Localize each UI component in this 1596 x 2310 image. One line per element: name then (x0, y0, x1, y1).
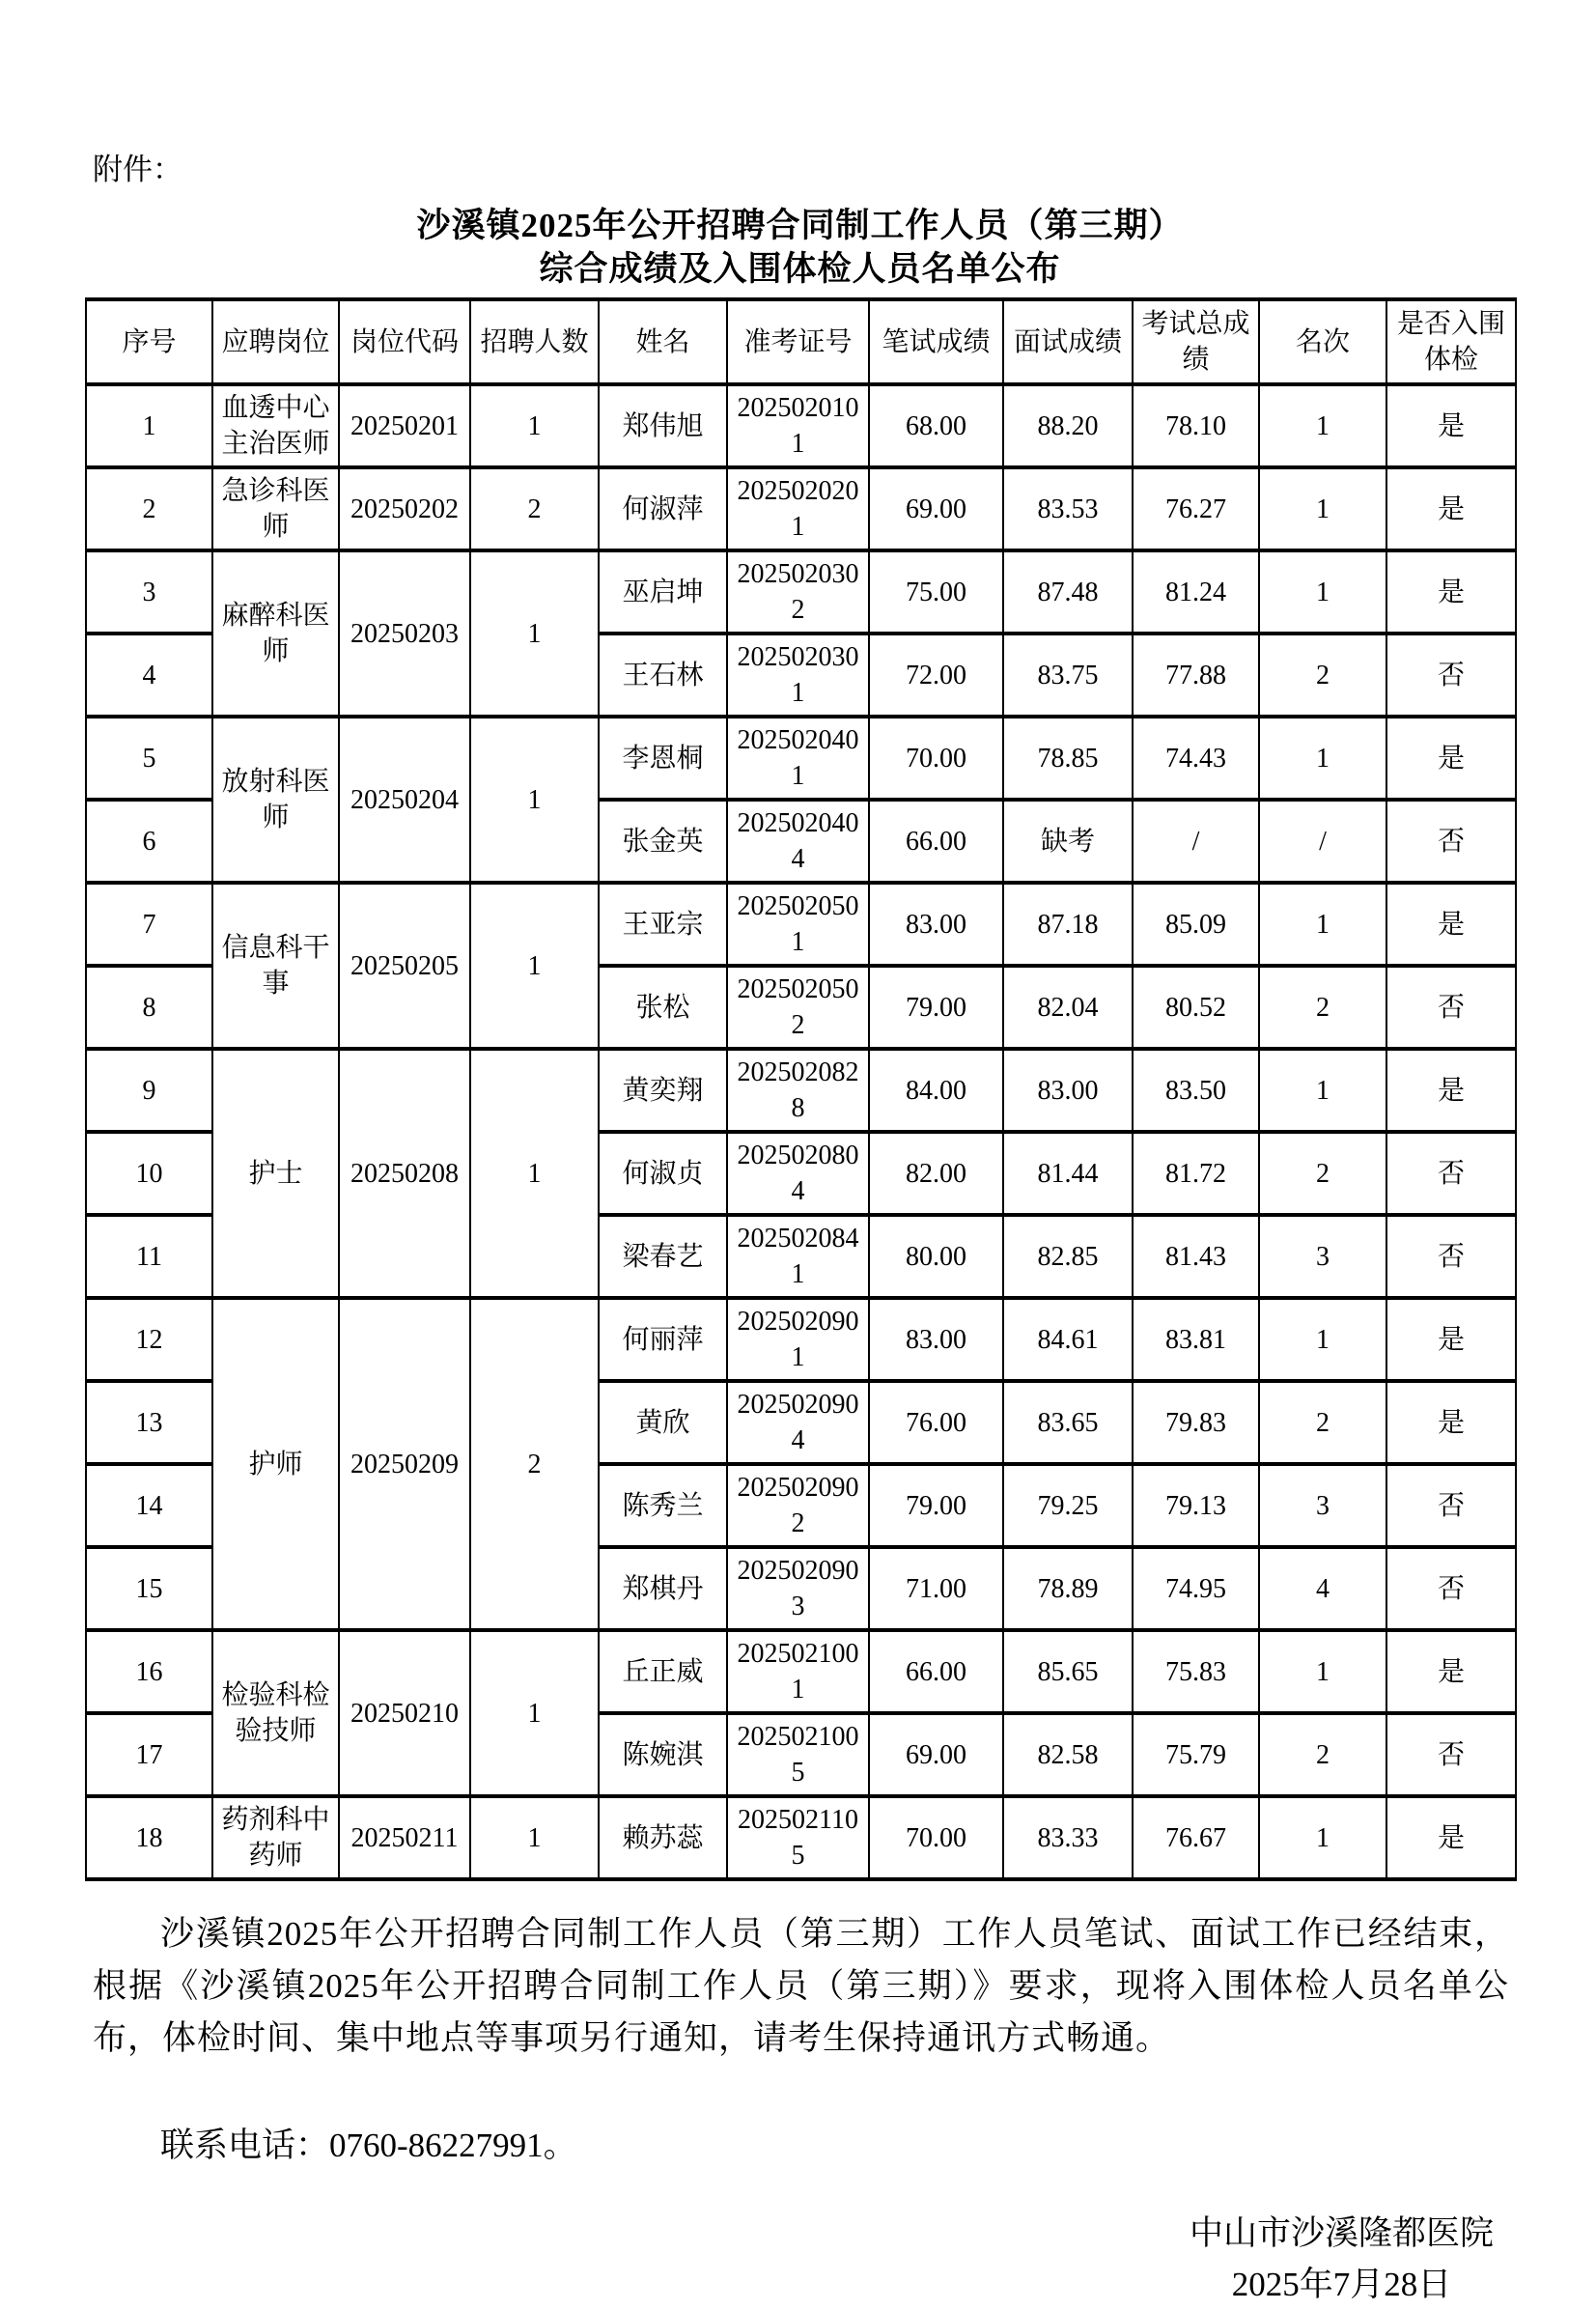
shortlisted-cell: 是 (1386, 384, 1516, 467)
total-score-cell: 83.81 (1133, 1298, 1259, 1381)
page-title (85, 204, 1515, 291)
rank-cell: 1 (1259, 1630, 1386, 1713)
interview-score-cell: 82.04 (1003, 966, 1133, 1049)
seq-cell: 14 (86, 1464, 212, 1547)
interview-score-cell: 88.20 (1003, 384, 1133, 467)
written-score-cell: 84.00 (869, 1049, 1003, 1132)
interview-score-cell: 83.53 (1003, 467, 1133, 550)
table-row (86, 1049, 1516, 1132)
total-score-cell: 75.83 (1133, 1630, 1259, 1713)
written-score-cell: 83.00 (869, 883, 1003, 966)
table-row (86, 717, 1516, 800)
name-cell: 赖苏蕊 (599, 1796, 727, 1879)
ticket-number-cell: 2025020841 (727, 1215, 869, 1298)
openings-cell: 1 (470, 717, 599, 883)
written-score-cell: 69.00 (869, 1713, 1003, 1796)
position-code-cell: 20250204 (339, 717, 470, 883)
written-score-cell: 66.00 (869, 1630, 1003, 1713)
written-score-cell: 75.00 (869, 550, 1003, 634)
ticket-number-cell: 2025020901 (727, 1298, 869, 1381)
position-cell: 信息科干事 (212, 883, 339, 1049)
seq-cell: 15 (86, 1547, 212, 1630)
shortlisted-cell: 否 (1386, 1215, 1516, 1298)
ticket-number-cell: 2025020404 (727, 800, 869, 883)
column-header: 名次 (1259, 299, 1386, 384)
name-cell: 张金英 (599, 800, 727, 883)
rank-cell: 2 (1259, 1381, 1386, 1464)
total-score-cell: 75.79 (1133, 1713, 1259, 1796)
seq-cell: 6 (86, 800, 212, 883)
page-title-line1: 沙溪镇2025年公开招聘合同制工作人员（第三期） (416, 207, 1184, 244)
openings-cell: 1 (470, 1049, 599, 1298)
name-cell: 陈秀兰 (599, 1464, 727, 1547)
ticket-number-cell: 2025021105 (727, 1796, 869, 1879)
written-score-cell: 70.00 (869, 717, 1003, 800)
table-row (86, 1796, 1516, 1879)
ticket-number-cell: 2025020302 (727, 550, 869, 634)
seq-cell: 5 (86, 717, 212, 800)
name-cell: 李恩桐 (599, 717, 727, 800)
column-header: 序号 (86, 299, 212, 384)
total-score-cell: 77.88 (1133, 634, 1259, 717)
table-header-row (86, 299, 1516, 384)
interview-score-cell: 79.25 (1003, 1464, 1133, 1547)
table-row (86, 550, 1516, 634)
table-row (86, 467, 1516, 550)
seq-cell: 9 (86, 1049, 212, 1132)
seq-cell: 18 (86, 1796, 212, 1879)
signature-org: 中山市沙溪隆都医院 (1189, 2214, 1494, 2252)
shortlisted-cell: 是 (1386, 1049, 1516, 1132)
position-code-cell: 20250210 (339, 1630, 470, 1796)
total-score-cell: 85.09 (1133, 883, 1259, 966)
openings-cell: 2 (470, 467, 599, 550)
shortlisted-cell: 是 (1386, 717, 1516, 800)
total-score-cell: 81.24 (1133, 550, 1259, 634)
total-score-cell: 79.13 (1133, 1464, 1259, 1547)
seq-cell: 13 (86, 1381, 212, 1464)
shortlisted-cell: 否 (1386, 1547, 1516, 1630)
name-cell: 郑伟旭 (599, 384, 727, 467)
ticket-number-cell: 2025020902 (727, 1464, 869, 1547)
position-cell: 急诊科医师 (212, 467, 339, 550)
shortlisted-cell: 否 (1386, 1713, 1516, 1796)
name-cell: 陈婉淇 (599, 1713, 727, 1796)
position-cell: 检验科检验技师 (212, 1630, 339, 1796)
shortlisted-cell: 是 (1386, 1298, 1516, 1381)
rank-cell: 1 (1259, 384, 1386, 467)
table-row (86, 1630, 1516, 1713)
notes-paragraph: 沙溪镇2025年公开招聘合同制工作人员（第三期）工作人员笔试、面试工作已经结束，根据《沙溪镇2025年公开招聘合同制工作人员（第三期）》要求，现将入围体检人员名单公布，体检时间、集中地点等事项另行通知，请考生保持通讯方式畅通。 (93, 1915, 1509, 2057)
written-score-cell: 69.00 (869, 467, 1003, 550)
rank-cell: 4 (1259, 1547, 1386, 1630)
written-score-cell: 80.00 (869, 1215, 1003, 1298)
total-score-cell: 78.10 (1133, 384, 1259, 467)
column-header: 考试总成绩 (1133, 299, 1259, 384)
rank-cell: 1 (1259, 1049, 1386, 1132)
ticket-number-cell: 2025020201 (727, 467, 869, 550)
rank-cell: 1 (1259, 467, 1386, 550)
name-cell: 何淑萍 (599, 467, 727, 550)
ticket-number-cell: 2025021001 (727, 1630, 869, 1713)
seq-cell: 2 (86, 467, 212, 550)
ticket-number-cell: 2025020903 (727, 1547, 869, 1630)
rank-cell: 2 (1259, 966, 1386, 1049)
seq-cell: 17 (86, 1713, 212, 1796)
shortlisted-cell: 否 (1386, 1132, 1516, 1215)
seq-cell: 8 (86, 966, 212, 1049)
written-score-cell: 79.00 (869, 966, 1003, 1049)
position-cell: 护士 (212, 1049, 339, 1298)
interview-score-cell: 83.75 (1003, 634, 1133, 717)
ticket-number-cell: 2025020501 (727, 883, 869, 966)
written-score-cell: 82.00 (869, 1132, 1003, 1215)
table-body (86, 384, 1516, 1879)
seq-cell: 4 (86, 634, 212, 717)
ticket-number-cell: 2025020502 (727, 966, 869, 1049)
column-header: 面试成绩 (1003, 299, 1133, 384)
position-cell: 血透中心主治医师 (212, 384, 339, 467)
ticket-number-cell: 2025021005 (727, 1713, 869, 1796)
position-code-cell: 20250205 (339, 883, 470, 1049)
rank-cell: 3 (1259, 1215, 1386, 1298)
shortlisted-cell: 否 (1386, 800, 1516, 883)
column-header: 姓名 (599, 299, 727, 384)
seq-cell: 7 (86, 883, 212, 966)
interview-score-cell: 84.61 (1003, 1298, 1133, 1381)
total-score-cell: 79.83 (1133, 1381, 1259, 1464)
openings-cell: 1 (470, 1796, 599, 1879)
shortlisted-cell: 否 (1386, 1464, 1516, 1547)
rank-cell: 1 (1259, 1298, 1386, 1381)
ticket-number-cell: 2025020401 (727, 717, 869, 800)
name-cell: 梁春艺 (599, 1215, 727, 1298)
rank-cell: 1 (1259, 1796, 1386, 1879)
written-score-cell: 83.00 (869, 1298, 1003, 1381)
shortlisted-cell: 是 (1386, 1630, 1516, 1713)
name-cell: 张松 (599, 966, 727, 1049)
interview-score-cell: 87.18 (1003, 883, 1133, 966)
seq-cell: 10 (86, 1132, 212, 1215)
written-score-cell: 68.00 (869, 384, 1003, 467)
column-header: 招聘人数 (470, 299, 599, 384)
column-header: 应聘岗位 (212, 299, 339, 384)
shortlisted-cell: 是 (1386, 1796, 1516, 1879)
table-row (86, 1298, 1516, 1381)
ticket-number-cell: 2025020904 (727, 1381, 869, 1464)
total-score-cell: 81.43 (1133, 1215, 1259, 1298)
written-score-cell: 66.00 (869, 800, 1003, 883)
table-row (86, 883, 1516, 966)
interview-score-cell: 缺考 (1003, 800, 1133, 883)
rank-cell: 2 (1259, 1713, 1386, 1796)
signature-block (85, 2208, 1515, 2310)
name-cell: 王亚宗 (599, 883, 727, 966)
openings-cell: 1 (470, 384, 599, 467)
position-code-cell: 20250201 (339, 384, 470, 467)
position-cell: 药剂科中药师 (212, 1796, 339, 1879)
interview-score-cell: 83.00 (1003, 1049, 1133, 1132)
attachment-label: 附件： (93, 153, 182, 186)
shortlisted-cell: 是 (1386, 550, 1516, 634)
interview-score-cell: 83.33 (1003, 1796, 1133, 1879)
column-header: 岗位代码 (339, 299, 470, 384)
shortlisted-cell: 是 (1386, 467, 1516, 550)
written-score-cell: 70.00 (869, 1796, 1003, 1879)
name-cell: 黄欣 (599, 1381, 727, 1464)
name-cell: 丘正威 (599, 1630, 727, 1713)
ticket-number-cell: 2025020301 (727, 634, 869, 717)
interview-score-cell: 83.65 (1003, 1381, 1133, 1464)
total-score-cell: / (1133, 800, 1259, 883)
name-cell: 郑棋丹 (599, 1547, 727, 1630)
shortlisted-cell: 否 (1386, 966, 1516, 1049)
position-code-cell: 20250209 (339, 1298, 470, 1630)
signature-date: 2025年7月28日 (1231, 2266, 1452, 2303)
written-score-cell: 72.00 (869, 634, 1003, 717)
shortlisted-cell: 是 (1386, 1381, 1516, 1464)
position-cell: 放射科医师 (212, 717, 339, 883)
rank-cell: 2 (1259, 634, 1386, 717)
name-cell: 巫启坤 (599, 550, 727, 634)
total-score-cell: 76.27 (1133, 467, 1259, 550)
shortlisted-cell: 否 (1386, 634, 1516, 717)
rank-cell: 1 (1259, 717, 1386, 800)
openings-cell: 2 (470, 1298, 599, 1630)
total-score-cell: 74.95 (1133, 1547, 1259, 1630)
table-row (86, 384, 1516, 467)
seq-cell: 16 (86, 1630, 212, 1713)
header-row (86, 299, 1516, 384)
page-title-line2: 综合成绩及入围体检人员名单公布 (539, 250, 1061, 288)
interview-score-cell: 81.44 (1003, 1132, 1133, 1215)
name-cell: 黄奕翔 (599, 1049, 727, 1132)
name-cell: 何淑贞 (599, 1132, 727, 1215)
results-table (85, 297, 1517, 1881)
ticket-number-cell: 2025020828 (727, 1049, 869, 1132)
ticket-number-cell: 2025020101 (727, 384, 869, 467)
interview-score-cell: 85.65 (1003, 1630, 1133, 1713)
written-score-cell: 79.00 (869, 1464, 1003, 1547)
interview-score-cell: 78.85 (1003, 717, 1133, 800)
seq-cell: 12 (86, 1298, 212, 1381)
position-code-cell: 20250203 (339, 550, 470, 717)
interview-score-cell: 82.85 (1003, 1215, 1133, 1298)
column-header: 笔试成绩 (869, 299, 1003, 384)
total-score-cell: 81.72 (1133, 1132, 1259, 1215)
name-cell: 王石林 (599, 634, 727, 717)
total-score-cell: 80.52 (1133, 966, 1259, 1049)
seq-cell: 1 (86, 384, 212, 467)
openings-cell: 1 (470, 1630, 599, 1796)
rank-cell: 1 (1259, 550, 1386, 634)
position-code-cell: 20250211 (339, 1796, 470, 1879)
rank-cell: / (1259, 800, 1386, 883)
position-code-cell: 20250202 (339, 467, 470, 550)
position-cell: 麻醉科医师 (212, 550, 339, 717)
seq-cell: 3 (86, 550, 212, 634)
column-header: 是否入围体检 (1386, 299, 1516, 384)
total-score-cell: 83.50 (1133, 1049, 1259, 1132)
interview-score-cell: 82.58 (1003, 1713, 1133, 1796)
position-code-cell: 20250208 (339, 1049, 470, 1298)
name-cell: 何丽萍 (599, 1298, 727, 1381)
seq-cell: 11 (86, 1215, 212, 1298)
total-score-cell: 74.43 (1133, 717, 1259, 800)
contact-line: 联系电话：0760-86227991。 (160, 2127, 577, 2164)
total-score-cell: 76.67 (1133, 1796, 1259, 1879)
written-score-cell: 71.00 (869, 1547, 1003, 1630)
written-score-cell: 76.00 (869, 1381, 1003, 1464)
openings-cell: 1 (470, 883, 599, 1049)
interview-score-cell: 87.48 (1003, 550, 1133, 634)
interview-score-cell: 78.89 (1003, 1547, 1133, 1630)
column-header: 准考证号 (727, 299, 869, 384)
rank-cell: 2 (1259, 1132, 1386, 1215)
openings-cell: 1 (470, 550, 599, 717)
shortlisted-cell: 是 (1386, 883, 1516, 966)
position-cell: 护师 (212, 1298, 339, 1630)
rank-cell: 1 (1259, 883, 1386, 966)
ticket-number-cell: 2025020804 (727, 1132, 869, 1215)
rank-cell: 3 (1259, 1464, 1386, 1547)
